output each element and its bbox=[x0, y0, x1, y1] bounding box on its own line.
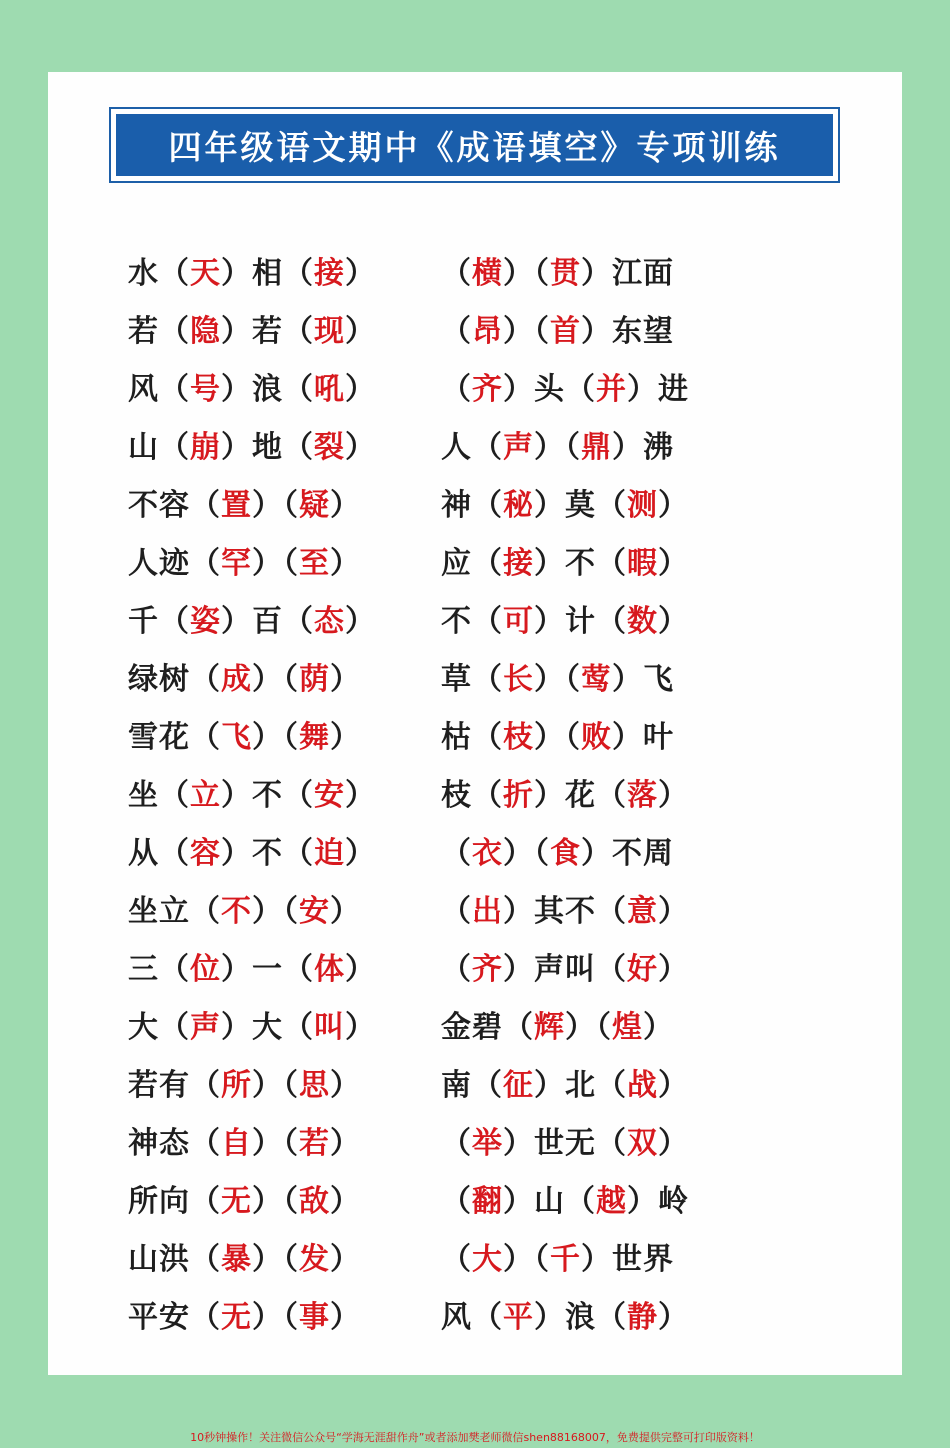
page-title: 四年级语文期中《成语填空》专项训练 bbox=[168, 127, 781, 167]
answer-char: 不 bbox=[221, 894, 252, 929]
idiom-text: （ bbox=[441, 894, 472, 929]
answer-char: 所 bbox=[221, 1068, 252, 1103]
idiom-text: 三（ bbox=[128, 952, 190, 987]
idiom-left bbox=[128, 477, 361, 535]
answer-char: 煌 bbox=[612, 1010, 643, 1045]
idiom-left bbox=[128, 651, 361, 709]
idiom-left bbox=[128, 883, 361, 941]
idiom-text: ）浪（ bbox=[534, 1300, 627, 1335]
answer-char: 齐 bbox=[472, 372, 503, 407]
idiom-text: ） bbox=[658, 1300, 689, 1335]
idiom-row bbox=[48, 1115, 902, 1173]
answer-char: 并 bbox=[596, 372, 627, 407]
answer-char: 昂 bbox=[472, 314, 503, 349]
answer-char: 双 bbox=[627, 1126, 658, 1161]
idiom-text: 枯（ bbox=[441, 720, 503, 755]
idiom-left bbox=[128, 1231, 361, 1289]
idiom-row bbox=[48, 999, 902, 1057]
idiom-text: 坐立（ bbox=[128, 894, 221, 929]
answer-char: 叫 bbox=[314, 1010, 345, 1045]
idiom-text: ）（ bbox=[252, 488, 299, 523]
footer-note: 10秒钟操作！关注微信公众号“学海无涯甜作舟”或者添加樊老师微信shen88168007，免费提供完整可打印版资料！ bbox=[190, 1431, 760, 1444]
idiom-row bbox=[48, 767, 902, 825]
idiom-text: ）不（ bbox=[221, 836, 314, 871]
idiom-text: ）地（ bbox=[221, 430, 314, 465]
idiom-text: 南（ bbox=[441, 1068, 503, 1103]
answer-char: 秘 bbox=[503, 488, 534, 523]
idiom-text: ）（ bbox=[252, 1126, 299, 1161]
idiom-text: 山洪（ bbox=[128, 1242, 221, 1277]
idiom-text: 大（ bbox=[128, 1010, 190, 1045]
idiom-text: 应（ bbox=[441, 546, 503, 581]
idiom-row bbox=[48, 1289, 902, 1347]
answer-char: 至 bbox=[299, 546, 330, 581]
idiom-text: ）（ bbox=[534, 662, 581, 697]
answer-char: 意 bbox=[627, 894, 658, 929]
idiom-text: ）（ bbox=[503, 256, 550, 291]
answer-char: 食 bbox=[550, 836, 581, 871]
answer-char: 飞 bbox=[221, 720, 252, 755]
idiom-right bbox=[441, 825, 674, 883]
idiom-text: ）（ bbox=[252, 1242, 299, 1277]
answer-char: 现 bbox=[314, 314, 345, 349]
idiom-text: 坐（ bbox=[128, 778, 190, 813]
idiom-text: ）（ bbox=[252, 1300, 299, 1335]
answer-char: 迫 bbox=[314, 836, 345, 871]
answer-char: 接 bbox=[503, 546, 534, 581]
answer-char: 出 bbox=[472, 894, 503, 929]
answer-char: 征 bbox=[503, 1068, 534, 1103]
answer-char: 荫 bbox=[299, 662, 330, 697]
idiom-text: ）莫（ bbox=[534, 488, 627, 523]
answer-char: 平 bbox=[503, 1300, 534, 1335]
idiom-text: 山（ bbox=[128, 430, 190, 465]
answer-char: 姿 bbox=[190, 604, 221, 639]
answer-char: 翻 bbox=[472, 1184, 503, 1219]
answer-char: 越 bbox=[596, 1184, 627, 1219]
idiom-row bbox=[48, 593, 902, 651]
idiom-row bbox=[48, 419, 902, 477]
idiom-text: ） bbox=[330, 1184, 361, 1219]
idiom-text: ）（ bbox=[252, 1068, 299, 1103]
idiom-right bbox=[441, 535, 689, 593]
idiom-text: ）（ bbox=[252, 546, 299, 581]
idiom-text: （ bbox=[441, 1184, 472, 1219]
idiom-left bbox=[128, 245, 376, 303]
answer-char: 齐 bbox=[472, 952, 503, 987]
answer-char: 体 bbox=[314, 952, 345, 987]
idiom-text: 绿树（ bbox=[128, 662, 221, 697]
idiom-text: ） bbox=[345, 952, 376, 987]
idiom-text: 不容（ bbox=[128, 488, 221, 523]
idiom-text: ） bbox=[345, 372, 376, 407]
idiom-text: ）沸 bbox=[612, 430, 674, 465]
answer-char: 位 bbox=[190, 952, 221, 987]
idiom-row bbox=[48, 825, 902, 883]
idiom-text: ） bbox=[658, 778, 689, 813]
idiom-text: ） bbox=[658, 546, 689, 581]
idiom-text: ）其不（ bbox=[503, 894, 627, 929]
idiom-text: 风（ bbox=[128, 372, 190, 407]
worksheet bbox=[48, 72, 902, 1375]
idiom-right bbox=[441, 419, 674, 477]
answer-char: 莺 bbox=[581, 662, 612, 697]
idiom-text: ）（ bbox=[565, 1010, 612, 1045]
answer-char: 自 bbox=[221, 1126, 252, 1161]
idiom-text: ） bbox=[330, 894, 361, 929]
idiom-left bbox=[128, 303, 376, 361]
answer-char: 号 bbox=[190, 372, 221, 407]
answer-char: 疑 bbox=[299, 488, 330, 523]
idiom-text: ）北（ bbox=[534, 1068, 627, 1103]
answer-char: 置 bbox=[221, 488, 252, 523]
idiom-text: 人（ bbox=[441, 430, 503, 465]
answer-char: 长 bbox=[503, 662, 534, 697]
idiom-text: ）（ bbox=[503, 1242, 550, 1277]
idiom-text: ）（ bbox=[252, 1184, 299, 1219]
idiom-text: （ bbox=[441, 1126, 472, 1161]
answer-char: 静 bbox=[627, 1300, 658, 1335]
idiom-left bbox=[128, 361, 376, 419]
idiom-row bbox=[48, 651, 902, 709]
idiom-text: 千（ bbox=[128, 604, 190, 639]
answer-char: 吼 bbox=[314, 372, 345, 407]
idiom-text: 不（ bbox=[441, 604, 503, 639]
idiom-right bbox=[441, 593, 689, 651]
idiom-row bbox=[48, 883, 902, 941]
idiom-left bbox=[128, 1173, 361, 1231]
idiom-row bbox=[48, 303, 902, 361]
idiom-text: 水（ bbox=[128, 256, 190, 291]
idiom-text: ） bbox=[345, 778, 376, 813]
idiom-text: ）（ bbox=[503, 314, 550, 349]
idiom-text: ） bbox=[345, 256, 376, 291]
idiom-left bbox=[128, 999, 376, 1057]
idiom-right bbox=[441, 1115, 689, 1173]
answer-char: 举 bbox=[472, 1126, 503, 1161]
idiom-left bbox=[128, 825, 376, 883]
idiom-text: 金碧（ bbox=[441, 1010, 534, 1045]
answer-char: 发 bbox=[299, 1242, 330, 1277]
idiom-text: ）不周 bbox=[581, 836, 674, 871]
idiom-text: ） bbox=[658, 1126, 689, 1161]
idiom-left bbox=[128, 709, 361, 767]
idiom-text: ）头（ bbox=[503, 372, 596, 407]
idiom-text: 神（ bbox=[441, 488, 503, 523]
idiom-right bbox=[441, 1289, 689, 1347]
idiom-text: 神态（ bbox=[128, 1126, 221, 1161]
idiom-text: ）飞 bbox=[612, 662, 674, 697]
idiom-text: ）叶 bbox=[612, 720, 674, 755]
idiom-text: ）大（ bbox=[221, 1010, 314, 1045]
answer-char: 大 bbox=[472, 1242, 503, 1277]
idiom-left bbox=[128, 1115, 361, 1173]
idiom-right bbox=[441, 245, 674, 303]
idiom-text: ）进 bbox=[627, 372, 689, 407]
idiom-row bbox=[48, 245, 902, 303]
answer-char: 贯 bbox=[550, 256, 581, 291]
idiom-text: ） bbox=[658, 1068, 689, 1103]
answer-char: 衣 bbox=[472, 836, 503, 871]
idiom-right bbox=[441, 361, 689, 419]
idiom-row bbox=[48, 941, 902, 999]
answer-char: 暇 bbox=[627, 546, 658, 581]
idiom-text: ）世无（ bbox=[503, 1126, 627, 1161]
answer-char: 容 bbox=[190, 836, 221, 871]
idiom-text: ）（ bbox=[252, 894, 299, 929]
idiom-text: 所向（ bbox=[128, 1184, 221, 1219]
idiom-text: 风（ bbox=[441, 1300, 503, 1335]
idiom-text: ） bbox=[345, 314, 376, 349]
answer-char: 声 bbox=[503, 430, 534, 465]
idiom-text: ）（ bbox=[534, 720, 581, 755]
idiom-text: 从（ bbox=[128, 836, 190, 871]
answer-char: 千 bbox=[550, 1242, 581, 1277]
idiom-text: 平安（ bbox=[128, 1300, 221, 1335]
answer-char: 态 bbox=[314, 604, 345, 639]
answer-char: 安 bbox=[314, 778, 345, 813]
answer-char: 暴 bbox=[221, 1242, 252, 1277]
idiom-text: ） bbox=[330, 488, 361, 523]
answer-char: 成 bbox=[221, 662, 252, 697]
idiom-right bbox=[441, 999, 674, 1057]
answer-char: 枝 bbox=[503, 720, 534, 755]
answer-char: 可 bbox=[503, 604, 534, 639]
answer-char: 败 bbox=[581, 720, 612, 755]
idiom-text: ） bbox=[345, 430, 376, 465]
idiom-text: ） bbox=[330, 720, 361, 755]
idiom-text: ） bbox=[330, 1126, 361, 1161]
idiom-row bbox=[48, 477, 902, 535]
answer-char: 鼎 bbox=[581, 430, 612, 465]
idiom-right bbox=[441, 477, 689, 535]
idiom-row bbox=[48, 1231, 902, 1289]
idiom-text: （ bbox=[441, 372, 472, 407]
idiom-right bbox=[441, 651, 674, 709]
idiom-text: （ bbox=[441, 952, 472, 987]
idiom-text: ）（ bbox=[252, 662, 299, 697]
answer-char: 折 bbox=[503, 778, 534, 813]
idiom-right bbox=[441, 1231, 674, 1289]
answer-char: 落 bbox=[627, 778, 658, 813]
idiom-text: ）百（ bbox=[221, 604, 314, 639]
idiom-text: ） bbox=[330, 1242, 361, 1277]
idiom-text: ）世界 bbox=[581, 1242, 674, 1277]
answer-char: 事 bbox=[299, 1300, 330, 1335]
idiom-text: ）（ bbox=[534, 430, 581, 465]
idiom-text: ）山（ bbox=[503, 1184, 596, 1219]
idiom-text: 若（ bbox=[128, 314, 190, 349]
idiom-text: （ bbox=[441, 836, 472, 871]
idiom-text: ）江面 bbox=[581, 256, 674, 291]
answer-char: 思 bbox=[299, 1068, 330, 1103]
idiom-row bbox=[48, 361, 902, 419]
idiom-list bbox=[48, 72, 902, 1375]
answer-char: 敌 bbox=[299, 1184, 330, 1219]
idiom-text: ） bbox=[643, 1010, 674, 1045]
answer-char: 安 bbox=[299, 894, 330, 929]
answer-char: 好 bbox=[627, 952, 658, 987]
answer-char: 无 bbox=[221, 1300, 252, 1335]
idiom-left bbox=[128, 767, 376, 825]
idiom-right bbox=[441, 1173, 689, 1231]
answer-char: 天 bbox=[190, 256, 221, 291]
answer-char: 隐 bbox=[190, 314, 221, 349]
idiom-text: ） bbox=[330, 1068, 361, 1103]
idiom-right bbox=[441, 1057, 689, 1115]
idiom-text: 草（ bbox=[441, 662, 503, 697]
idiom-text: ）相（ bbox=[221, 256, 314, 291]
idiom-text: ）花（ bbox=[534, 778, 627, 813]
idiom-text: ） bbox=[330, 1300, 361, 1335]
answer-char: 立 bbox=[190, 778, 221, 813]
answer-char: 测 bbox=[627, 488, 658, 523]
idiom-right bbox=[441, 767, 689, 825]
idiom-text: ）浪（ bbox=[221, 372, 314, 407]
idiom-text: ）声叫（ bbox=[503, 952, 627, 987]
idiom-text: （ bbox=[441, 1242, 472, 1277]
idiom-row bbox=[48, 535, 902, 593]
idiom-text: 若有（ bbox=[128, 1068, 221, 1103]
idiom-text: ）不（ bbox=[534, 546, 627, 581]
idiom-text: 人迹（ bbox=[128, 546, 221, 581]
idiom-text: ）计（ bbox=[534, 604, 627, 639]
idiom-text: ） bbox=[658, 604, 689, 639]
answer-char: 罕 bbox=[221, 546, 252, 581]
idiom-text: 枝（ bbox=[441, 778, 503, 813]
answer-char: 崩 bbox=[190, 430, 221, 465]
answer-char: 战 bbox=[627, 1068, 658, 1103]
idiom-text: ） bbox=[345, 604, 376, 639]
answer-char: 裂 bbox=[314, 430, 345, 465]
idiom-text: ）不（ bbox=[221, 778, 314, 813]
answer-char: 辉 bbox=[534, 1010, 565, 1045]
answer-char: 舞 bbox=[299, 720, 330, 755]
answer-char: 数 bbox=[627, 604, 658, 639]
idiom-text: 雪花（ bbox=[128, 720, 221, 755]
idiom-text: ） bbox=[658, 488, 689, 523]
answer-char: 声 bbox=[190, 1010, 221, 1045]
idiom-text: ）一（ bbox=[221, 952, 314, 987]
idiom-left bbox=[128, 593, 376, 651]
answer-char: 若 bbox=[299, 1126, 330, 1161]
idiom-text: ） bbox=[658, 894, 689, 929]
answer-char: 接 bbox=[314, 256, 345, 291]
answer-char: 无 bbox=[221, 1184, 252, 1219]
idiom-text: ）（ bbox=[252, 720, 299, 755]
idiom-text: ）东望 bbox=[581, 314, 674, 349]
idiom-right bbox=[441, 941, 689, 999]
idiom-text: （ bbox=[441, 256, 472, 291]
idiom-text: ）（ bbox=[503, 836, 550, 871]
idiom-left bbox=[128, 535, 361, 593]
idiom-text: ） bbox=[345, 1010, 376, 1045]
idiom-row bbox=[48, 1057, 902, 1115]
idiom-left bbox=[128, 419, 376, 477]
idiom-right bbox=[441, 709, 674, 767]
idiom-text: （ bbox=[441, 314, 472, 349]
idiom-text: ） bbox=[330, 662, 361, 697]
idiom-right bbox=[441, 883, 689, 941]
idiom-left bbox=[128, 941, 376, 999]
idiom-text: ）若（ bbox=[221, 314, 314, 349]
answer-char: 横 bbox=[472, 256, 503, 291]
idiom-row bbox=[48, 709, 902, 767]
idiom-left bbox=[128, 1057, 361, 1115]
idiom-row bbox=[48, 1173, 902, 1231]
answer-char: 首 bbox=[550, 314, 581, 349]
idiom-text: ） bbox=[345, 836, 376, 871]
idiom-text: ）岭 bbox=[627, 1184, 689, 1219]
idiom-text: ） bbox=[330, 546, 361, 581]
idiom-left bbox=[128, 1289, 361, 1347]
idiom-text: ） bbox=[658, 952, 689, 987]
idiom-right bbox=[441, 303, 674, 361]
